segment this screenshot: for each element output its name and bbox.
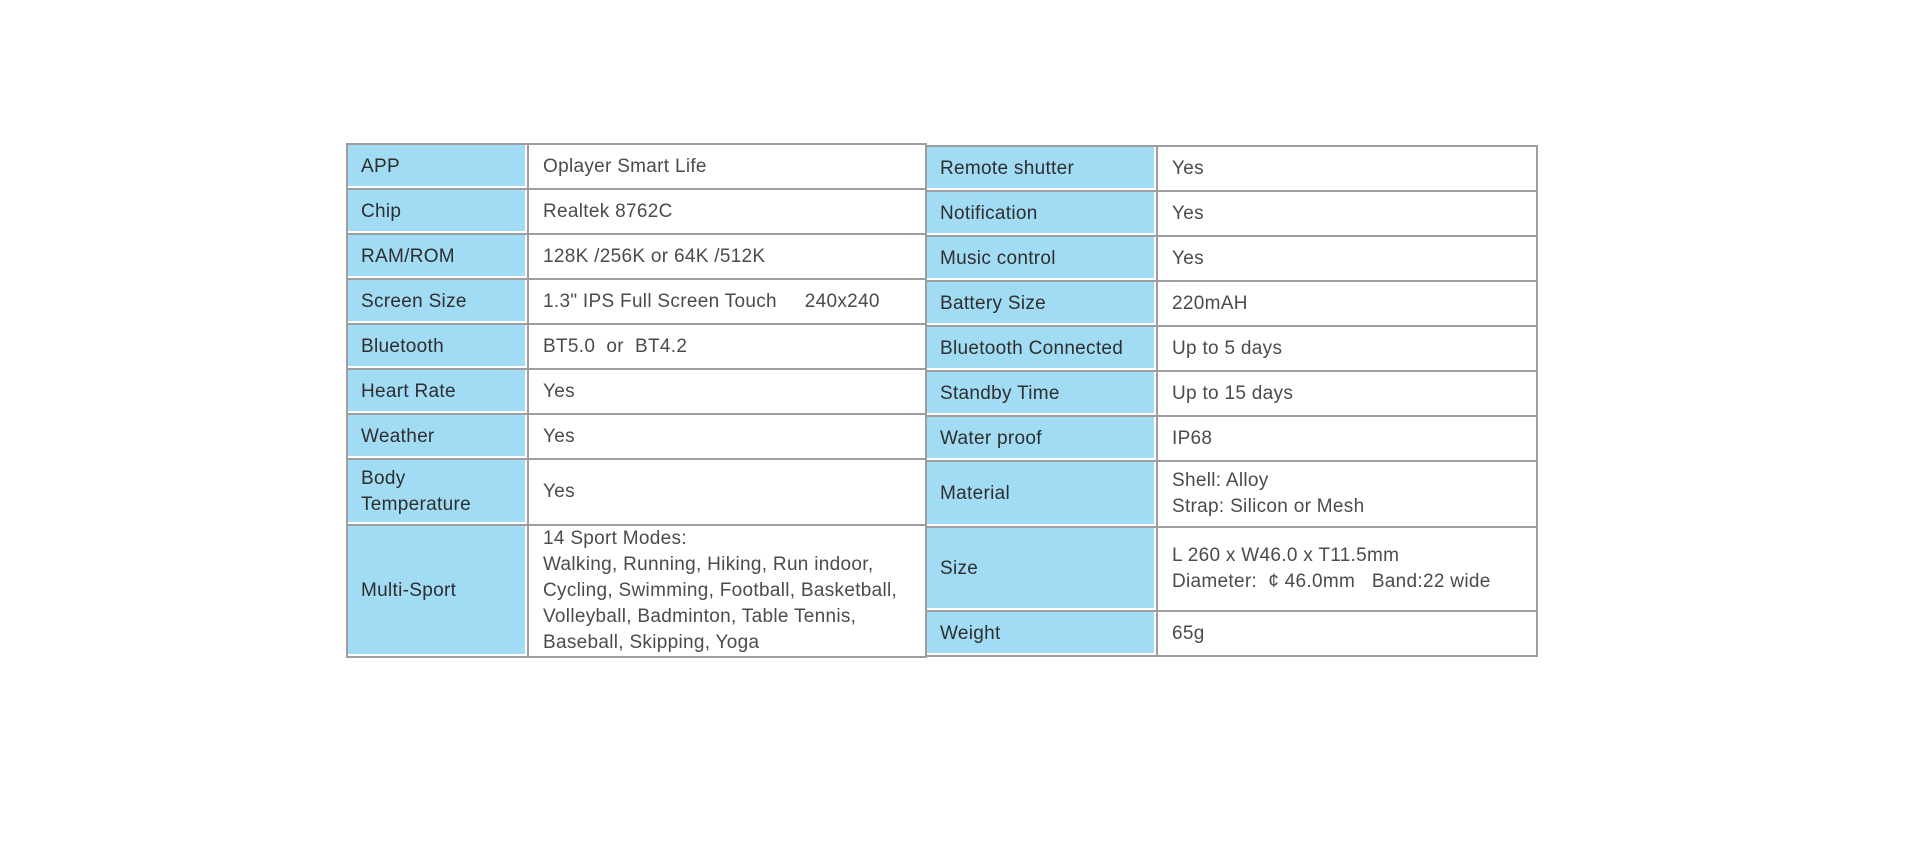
spec-label-cell <box>926 281 1157 326</box>
spec-value: 220mAH <box>1172 292 1248 314</box>
spec-label: Chip <box>361 200 402 222</box>
spec-sheet <box>346 143 1538 658</box>
spec-label: Notification <box>940 202 1038 224</box>
table-row <box>347 189 926 234</box>
table-row <box>926 461 1537 527</box>
spec-value: BT5.0 or BT4.2 <box>543 335 688 357</box>
table-row <box>347 525 926 657</box>
spec-value: 128K /256K or 64K /512K <box>543 245 766 267</box>
spec-label-cell <box>347 324 528 369</box>
spec-value-cell <box>1157 371 1537 416</box>
spec-label-cell <box>926 416 1157 461</box>
spec-label: Standby Time <box>940 382 1060 404</box>
spec-value: 1.3" IPS Full Screen Touch 240x240 <box>543 290 880 312</box>
spec-value: Shell: Alloy Strap: Silicon or Mesh <box>1172 470 1365 517</box>
spec-label-cell <box>347 369 528 414</box>
spec-value: Yes <box>543 380 575 402</box>
spec-value-cell <box>1157 416 1537 461</box>
spec-label-cell <box>347 189 528 234</box>
spec-value: Yes <box>543 425 575 447</box>
spec-label-cell <box>347 414 528 459</box>
table-row <box>926 146 1537 191</box>
spec-value-cell <box>528 189 926 234</box>
table-row <box>926 527 1537 611</box>
spec-value-cell <box>1157 527 1537 611</box>
spec-label-cell <box>926 371 1157 416</box>
spec-value-cell <box>528 459 926 525</box>
spec-value: Realtek 8762C <box>543 200 673 222</box>
spec-value-cell <box>1157 611 1537 656</box>
table-row <box>347 144 926 189</box>
spec-value-cell <box>1157 191 1537 236</box>
spec-table-left <box>346 143 927 658</box>
spec-label-cell <box>347 525 528 657</box>
table-row <box>347 279 926 324</box>
spec-label: Weight <box>940 622 1001 644</box>
spec-label: RAM/ROM <box>361 245 455 267</box>
spec-label-cell <box>926 611 1157 656</box>
table-row <box>926 191 1537 236</box>
spec-label: Music control <box>940 247 1056 269</box>
spec-value: IP68 <box>1172 427 1213 449</box>
spec-label-cell <box>926 191 1157 236</box>
table-row <box>347 414 926 459</box>
spec-label: Weather <box>361 425 435 447</box>
table-row <box>926 326 1537 371</box>
table-row <box>347 459 926 525</box>
spec-label-cell <box>926 527 1157 611</box>
spec-label-cell <box>347 279 528 324</box>
spec-value: Up to 15 days <box>1172 382 1294 404</box>
table-row <box>347 234 926 279</box>
spec-label-cell <box>347 459 528 525</box>
spec-label: APP <box>361 155 400 177</box>
spec-label-cell <box>347 144 528 189</box>
table-row <box>926 611 1537 656</box>
spec-label: Bluetooth <box>361 335 444 357</box>
spec-label: Material <box>940 483 1010 504</box>
table-row <box>347 324 926 369</box>
spec-label-cell <box>926 146 1157 191</box>
spec-value: Oplayer Smart Life <box>543 155 707 177</box>
spec-label: Water proof <box>940 427 1042 449</box>
spec-value: 14 Sport Modes: Walking, Running, Hiking, Run indoor, Cycling, Swimming, Football, Basketball, Volleyball, Badminton, Table Tennis, Baseball, Skipping, Yoga <box>543 528 898 653</box>
spec-value: 65g <box>1172 622 1205 644</box>
spec-value-cell <box>1157 146 1537 191</box>
spec-label: Remote shutter <box>940 157 1075 179</box>
spec-value: Yes <box>543 481 575 502</box>
spec-label-cell <box>926 236 1157 281</box>
spec-value: L 260 x W46.0 x T11.5mm Diameter: ¢ 46.0mm Band:22 wide <box>1172 545 1491 592</box>
spec-value-cell <box>1157 281 1537 326</box>
table-row <box>926 371 1537 416</box>
spec-value-cell <box>528 324 926 369</box>
spec-label: Screen Size <box>361 290 467 312</box>
spec-value: Up to 5 days <box>1172 337 1283 359</box>
spec-value: Yes <box>1172 157 1204 179</box>
spec-label-cell <box>926 326 1157 371</box>
spec-value: Yes <box>1172 247 1204 269</box>
spec-label-cell <box>347 234 528 279</box>
spec-label: Multi-Sport <box>361 580 457 601</box>
spec-value-cell <box>528 525 926 657</box>
table-row <box>926 236 1537 281</box>
table-row <box>347 369 926 414</box>
spec-label: Bluetooth Connected <box>940 337 1124 359</box>
spec-value-cell <box>1157 326 1537 371</box>
spec-label: Heart Rate <box>361 380 456 402</box>
spec-value-cell <box>528 144 926 189</box>
table-row <box>926 281 1537 326</box>
spec-label-cell <box>926 461 1157 527</box>
spec-value-cell <box>528 234 926 279</box>
spec-label: Battery Size <box>940 292 1047 314</box>
spec-value-cell <box>1157 461 1537 527</box>
spec-table-right <box>925 145 1538 657</box>
spec-label: Size <box>940 558 979 579</box>
spec-value: Yes <box>1172 202 1204 224</box>
spec-label: Body Temperature <box>361 468 471 515</box>
spec-value-cell <box>528 369 926 414</box>
spec-value-cell <box>1157 236 1537 281</box>
spec-value-cell <box>528 414 926 459</box>
table-row <box>926 416 1537 461</box>
spec-value-cell <box>528 279 926 324</box>
